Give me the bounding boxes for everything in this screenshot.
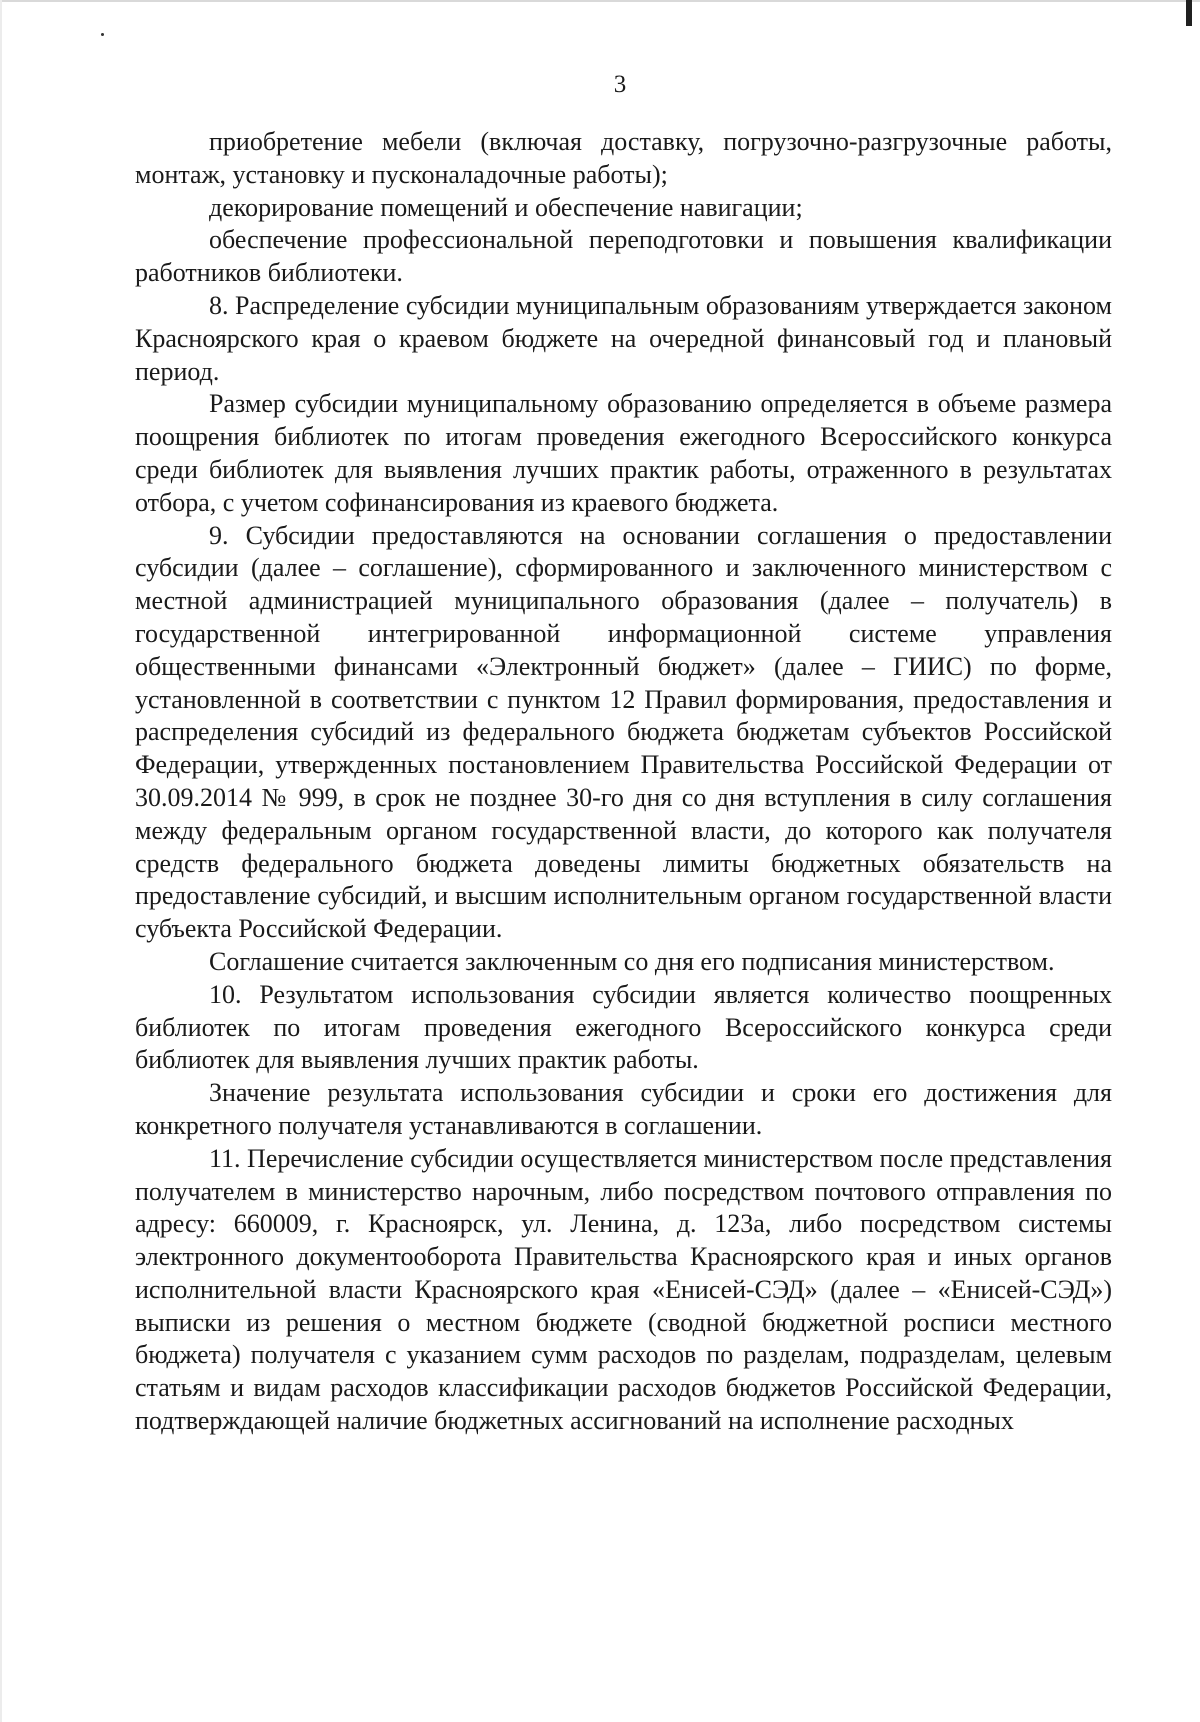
paragraph-agreement-concluded: Соглашение считается заключенным со дня его подписания министерством. (209, 946, 1055, 976)
paragraph-training: обеспечение профессиональной переподготовки и повышения квалификации работников библиотеки. (135, 225, 1112, 288)
scan-corner-mark (1186, 0, 1192, 26)
scan-speck (101, 33, 104, 36)
paragraph-result-value: Значение результата использования субсидии и сроки его достижения для конкретного получателя устанавливаются в соглашении. (135, 1078, 1112, 1140)
scan-edge-left (0, 0, 2, 1722)
page-number: 3 (613, 71, 627, 98)
paragraph-clause-8: 8. Распределение субсидии муниципальным образованиям утверждается законом Красноярского края о краевом бюджете на очередной финансовый год и плановый период. (135, 290, 1112, 386)
scan-edge-top (0, 0, 1200, 2)
paragraph-clause-9: 9. Субсидии предоставляются на основании соглашения о предоставлении субсидии (далее – соглашение), сформированного и заключенного министерством с местной администрацией муниципального образования (далее – получатель) в государственной интегрированной информационной системе управления общественными финансами «Электронный бюджет» (далее – ГИИС) по форме, установленной в соответствии с пунктом 12 Правил формирования, предоставления и распределения субсидий из федерального бюджета бюджетам субъектов Российской Федерации, утвержденных постановлением Правительства Российской Федерации от 30.09.2014 № 999, в срок не позднее 30-го дня со дня вступления в силу соглашения между федеральным органом государственной власти, до которого как получателя средств федерального бюджета доведены лимиты бюджетных обязательств на предоставление субсидий, и высшим исполнительным органом государственной власти субъекта Российской Федерации. (135, 520, 1112, 944)
paragraph-decoration: декорирование помещений и обеспечение навигации; (209, 192, 803, 222)
paragraph-subsidy-size: Размер субсидии муниципальному образованию определяется в объеме размера поощрения библиотек по итогам проведения ежегодного Всероссийского конкурса среди библиотек для выявления лучших практик работы, отраженного в результатах отбора, с учетом софинансирования из краевого бюджета. (135, 389, 1112, 517)
document-body (135, 126, 1112, 1438)
paragraph-clause-11: 11. Перечисление субсидии осуществляется министерством после представления получателем в министерство нарочным, либо посредством почтового отправления по адресу: 660009, г. Красноярск, ул. Ленина, д. 123а, либо посредством системы электронного документооборота Правительства Красноярского края и иных органов исполнительной власти Красноярского края «Енисей-СЭД» (далее – «Енисей-СЭД») выписки из решения о местном бюджете (сводной бюджетной росписи местного бюджета) получателя с указанием сумм расходов по разделам, подразделам, целевым статьям и видам расходов классификации расходов бюджетов Российской Федерации, подтверждающей наличие бюджетных ассигнований на исполнение расходных (135, 1143, 1112, 1436)
paragraph-clause-10: 10. Результатом использования субсидии является количество поощренных библиотек по итогам проведения ежегодного Всероссийского конкурса среди библиотек для выявления лучших практик работы. (135, 979, 1112, 1075)
paragraph-furniture: приобретение мебели (включая доставку, погрузочно-разгрузочные работы, монтаж, установку и пусконаладочные работы); (135, 127, 1112, 189)
